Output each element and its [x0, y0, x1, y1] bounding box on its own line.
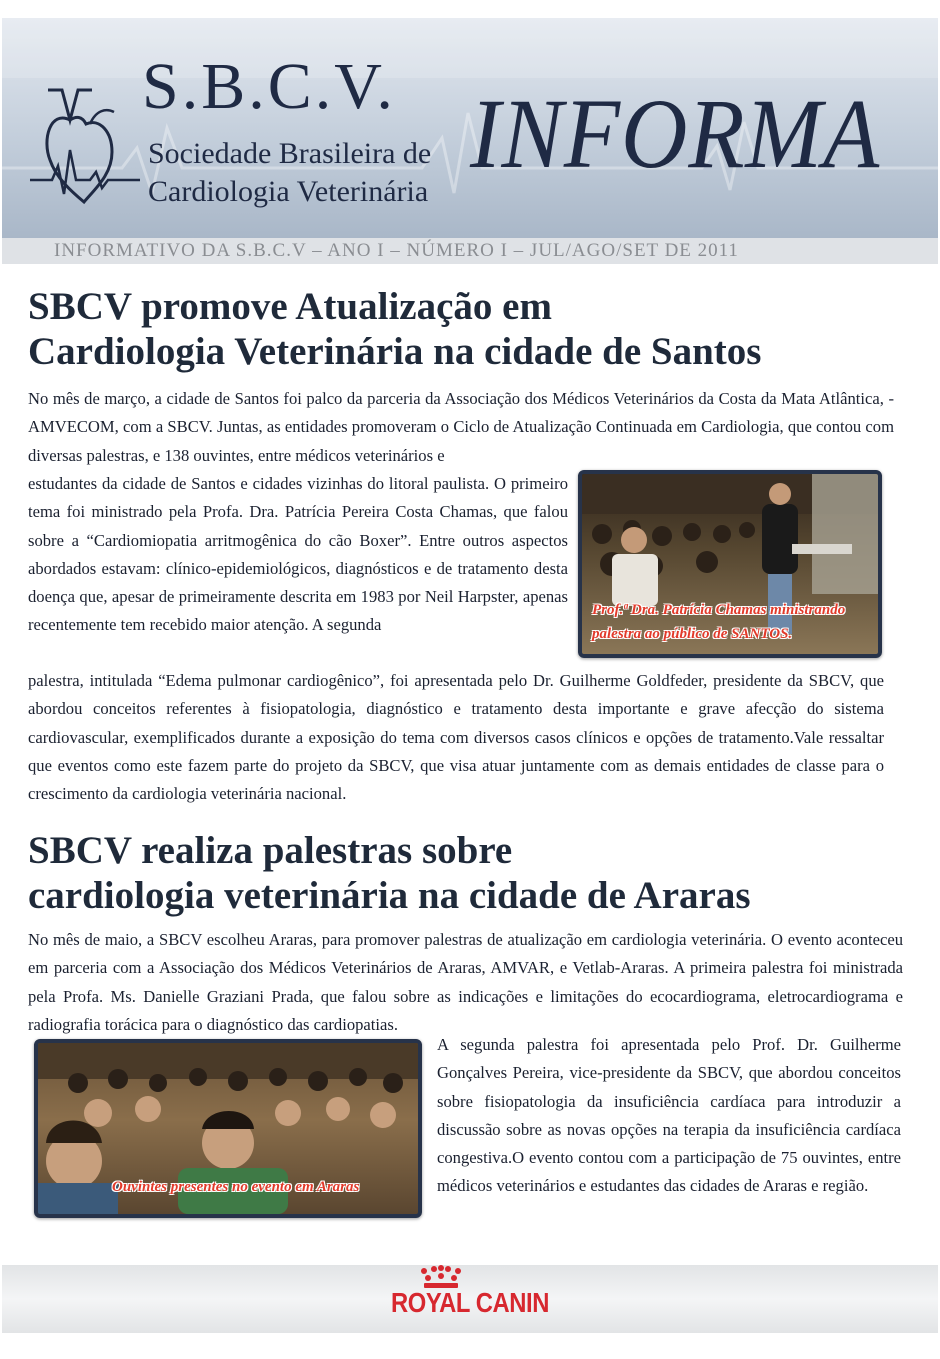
article-1-title-line-2: Cardiologia Veterinária na cidade de Santos — [28, 330, 762, 373]
issue-line: INFORMATIVO DA S.B.C.V – ANO I – NÚMERO I – JUL/AGO/SET DE 2011 — [54, 240, 739, 261]
santos-photo-caption — [592, 598, 845, 646]
sponsor-footer — [2, 1265, 938, 1333]
article-2-title-line-2: cardiologia veterinária na cidade de Araras — [28, 874, 751, 917]
araras-audience-photo — [34, 1039, 422, 1218]
article-1-paragraph-side: estudantes da cidade de Santos e cidades vizinhas do litoral paulista. O primeiro tema foi ministrado pela Profa. Dra. Patrícia Pereira Costa Chamas, que falou sobre a “Cardiomiopatia arritmogênica do cão Boxer”. Entre outros aspectos abordados estavam: clínico-epidemiológicos, diagnósticos e de tratamento desta doença que, apesar de primeiramente descrita em 1983 por Neil Harpster, apenas recentemente tem recebido maior atenção. A segunda — [28, 474, 568, 635]
society-line-2: Cardiologia Veterinária — [148, 175, 429, 208]
santos-caption-line-2: palestra ao público de SANTOS. — [592, 626, 793, 642]
santos-caption-line-1: Prof.ª Dra. Patrícia Chamas ministrando — [592, 602, 846, 618]
article-1-title-line-1: SBCV promove Atualização em — [28, 285, 552, 328]
heart-logo-icon — [30, 80, 140, 220]
issue-strip — [2, 238, 938, 264]
article-1-paragraph-top: No mês de março, a cidade de Santos foi palco da parceria da Associação dos Médicos Veterinários da Costa da Mata Atlântica, - AMVECOM, com a SBCV. Juntas, as entidades promoveram o Ciclo de Atualização Continuada em Cardiologia, que contou com diversas palestras, e 138 ouvintes, entre médicos veterinários e — [28, 389, 894, 465]
article-2-paragraph-side: A segunda palestra foi apresentada pelo Prof. Dr. Guilherme Gonçalves Pereira, vice-presidente da SBCV, que abordou conceitos sobre fisiopatologia da insuficiência cardíaca para introduzir a discussão sobre as novas opções na terapia da insuficiência cardíaca congestiva.O evento contou com a participação de 75 ouvintes, entre médicos veterinários e estudantes das cidades de Araras e região. — [437, 1035, 901, 1196]
society-name — [148, 135, 431, 211]
article-1-paragraph-bottom: palestra, intitulada “Edema pulmonar cardiogênico”, foi apresentada pelo Dr. Guilherme Goldfeder, presidente da SBCV, que abordou conceitos referentes à fisiopatologia, diagnóstico e tratamento desta importante e grave afecção do sistema cardiovascular, exemplificados durante a exposição do tema com diversos casos clínicos e opções de tratamento.Vale ressaltar que eventos como este fazem parte do projeto da SBCV, que visa atuar juntamente com as demais entidades de classe para o crescimento da cardiologia veterinária nacional. — [28, 671, 884, 804]
article-2-title-line-1: SBCV realiza palestras sobre — [28, 829, 513, 872]
araras-photo-caption: Ouvintes presentes no evento em Araras — [112, 1179, 360, 1195]
santos-lecture-photo — [578, 470, 882, 658]
crown-icon — [416, 1265, 466, 1289]
sponsor-logo-text: ROYAL CANIN — [391, 1287, 549, 1318]
masthead-informa: INFORMA — [470, 78, 881, 189]
article-2-title — [28, 828, 928, 918]
acronym-title: S.B.C.V. — [142, 50, 396, 123]
masthead-header — [2, 18, 938, 238]
article-2-paragraph-top: No mês de maio, a SBCV escolheu Araras, para promover palestras de atualização em cardiologia veterinária. O evento aconteceu em parceria com a Associação dos Médicos Veterinários de Araras, AMVAR, e Vetlab-Araras. A primeira palestra foi ministrada pela Profa. Ms. Danielle Graziani Prada, que falou sobre as indicações e limitações do ecocardiograma, eletrocardiograma e radiografia torácica para o diagnóstico das cardiopatias. — [28, 930, 903, 1034]
society-line-1: Sociedade Brasileira de — [148, 137, 432, 170]
article-1-title — [28, 284, 928, 374]
